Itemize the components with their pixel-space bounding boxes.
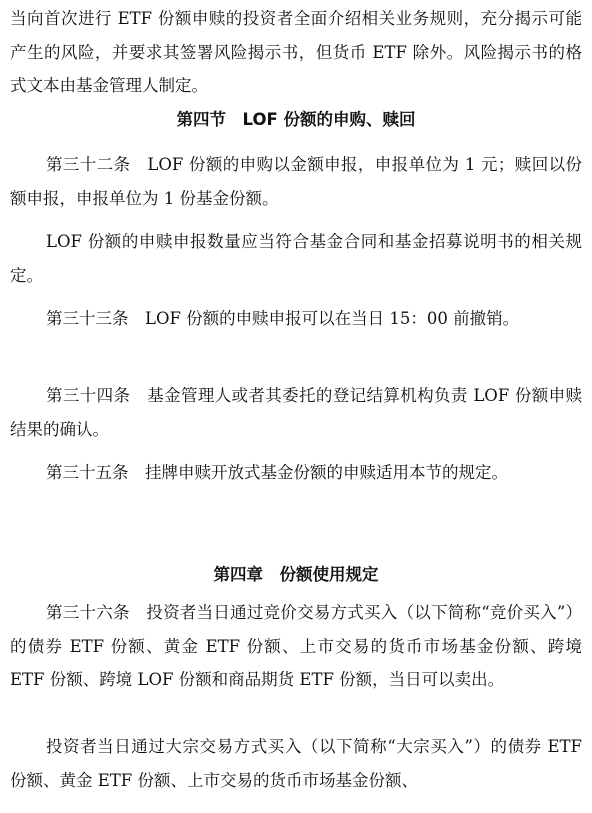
paragraph-article-33: 第三十三条 LOF 份额的申赎申报可以在当日 15：00 前撤销。 — [46, 309, 520, 328]
chapter-heading: 第四章 份额使用规定 — [213, 565, 379, 584]
paragraph-block-trade: 投资者当日通过大宗交易方式买入（以下简称“大宗买入”）的债券 ETF 份额、黄金 ETF 份额、上市交易的货币市场基金份额、 — [10, 737, 582, 790]
paragraph-article-32: 第三十二条 LOF 份额的申购以金额申报，申报单位为 1 元；赎回以份额申报，申报单位为 1 份基金份额。 — [10, 155, 582, 208]
paragraph-article-34: 第三十四条 基金管理人或者其委托的登记结算机构负责 LOF 份额申赎结果的确认。 — [10, 386, 582, 439]
paragraph-article-36: 第三十六条 投资者当日通过竞价交易方式买入（以下简称“竞价买入”）的债券 ETF 份额、黄金 ETF 份额、上市交易的货币市场基金份额、跨境 ETF 份额、跨境 LOF 份额和商品期货 ETF 份额，当日可以卖出。 — [10, 603, 582, 689]
paragraph-risk-disclosure: 当向首次进行 ETF 份额申赎的投资者全面介绍相关业务规则，充分揭示可能产生的风险，并要求其签署风险揭示书，但货币 ETF 除外。风险揭示书的格式文本由基金管理人制定。 — [10, 9, 582, 95]
section-heading: 第四节 LOF 份额的申购、赎回 — [176, 110, 416, 129]
paragraph-lof-quantity: LOF 份额的申赎申报数量应当符合基金合同和基金招募说明书的相关规定。 — [10, 232, 582, 285]
paragraph-article-35: 第三十五条 挂牌申赎开放式基金份额的申赎适用本节的规定。 — [46, 463, 508, 482]
